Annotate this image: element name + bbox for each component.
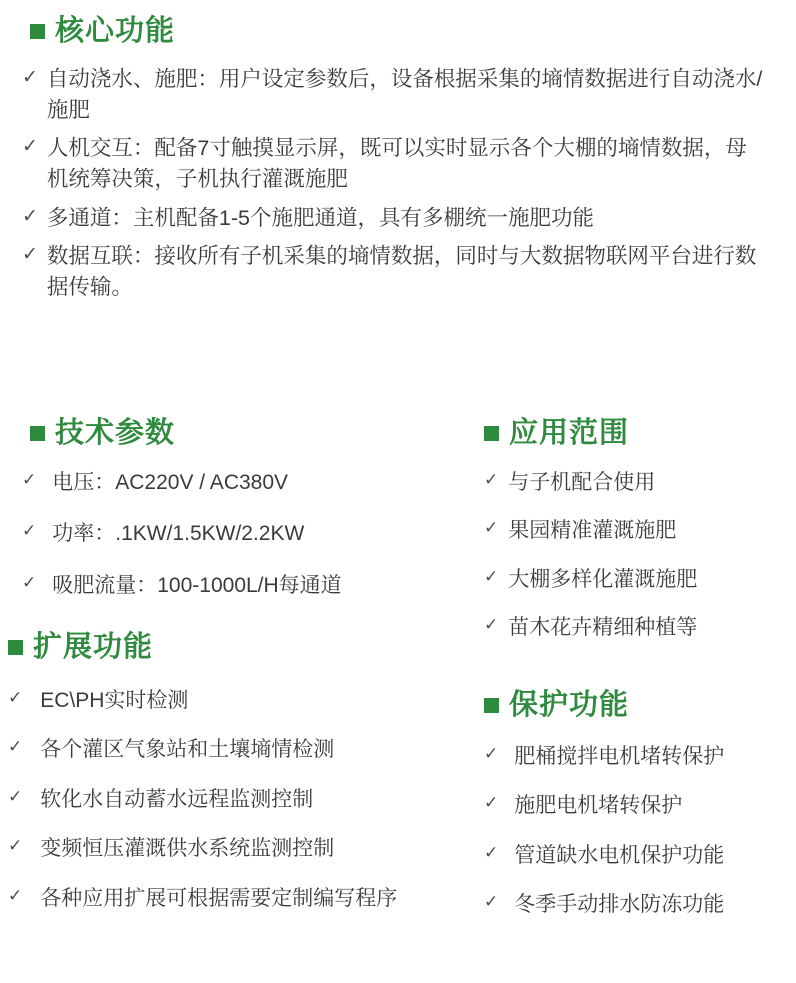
square-bullet-icon: [30, 426, 45, 441]
list-item: [22, 241, 774, 303]
check-icon: ✓: [22, 205, 38, 227]
list-item-label: 施肥电机堵转保护: [514, 794, 683, 818]
list-item: [484, 890, 796, 920]
list-item: [484, 791, 796, 821]
list-item: [484, 468, 784, 498]
list-item: [484, 613, 784, 643]
list-item-label: 苗木花卉精细种植等: [508, 616, 698, 640]
list-item: [22, 64, 774, 126]
check-icon: ✓: [22, 243, 38, 265]
protect-feature-list: [484, 742, 796, 921]
list-item-label: 大棚多样化灌溉施肥: [508, 567, 698, 591]
section-title-text: 应用范围: [509, 417, 630, 449]
square-bullet-icon: [30, 24, 45, 39]
list-item-label: 肥桶搅拌电机堵转保护: [514, 744, 725, 768]
list-item: [484, 841, 796, 871]
section-heading-protect: [484, 690, 796, 722]
check-icon: ✓: [22, 136, 38, 158]
list-item: [8, 785, 478, 815]
list-item-label: 冬季手动排水防冻功能: [514, 893, 725, 917]
list-item-label: 变频恒压灌溉供水系统监测控制: [40, 837, 335, 861]
section-title-text: 保护功能: [509, 689, 630, 721]
section-extended-functions: [8, 632, 478, 933]
check-icon: ✓: [8, 786, 23, 806]
section-heading-tech: [30, 418, 472, 450]
extend-feature-list: [8, 686, 478, 914]
list-item: [22, 133, 774, 195]
section-application-scope: [484, 418, 784, 662]
tech-feature-list: [22, 468, 472, 601]
check-icon: ✓: [484, 793, 499, 813]
check-icon: ✓: [484, 518, 499, 538]
check-icon: ✓: [8, 885, 23, 905]
list-item-label: 软化水自动蓄水远程监测控制: [40, 787, 314, 811]
list-item: [22, 571, 472, 601]
list-item: [484, 742, 796, 772]
list-item-label: 管道缺水电机保护功能: [514, 843, 725, 867]
check-icon: ✓: [22, 521, 37, 541]
list-item-label: 果园精准灌溉施肥: [508, 519, 677, 543]
section-heading-apply: [484, 418, 784, 450]
check-icon: ✓: [484, 743, 499, 763]
list-item: [484, 516, 784, 546]
check-icon: ✓: [484, 615, 499, 635]
list-item-label: EC\PH实时检测: [40, 688, 189, 712]
check-icon: ✓: [484, 469, 499, 489]
section-technical-parameters: [22, 418, 472, 622]
core-feature-list: [22, 64, 774, 303]
list-item: [22, 203, 774, 234]
square-bullet-icon: [484, 426, 499, 441]
section-heading-core: [30, 16, 774, 48]
list-item-label: 数据互联：接收所有子机采集的墒情数据，同时与大数据物联网平台进行数据传输。: [46, 243, 757, 299]
list-item-label: 各个灌区气象站和土壤墒情检测: [40, 738, 335, 762]
list-item: [8, 686, 478, 716]
list-item-label: 电压：AC220V / AC380V: [52, 470, 289, 494]
list-item-label: 吸肥流量：100-1000L/H每通道: [52, 573, 342, 597]
section-title-text: 核心功能: [55, 15, 176, 47]
list-item-label: 人机交互：配备7寸触摸显示屏，既可以实时显示各个大棚的墒情数据，母机统筹决策，子机执行灌溉施肥: [46, 136, 747, 192]
list-item-label: 与子机配合使用: [508, 470, 656, 494]
section-core-functions: [22, 16, 774, 310]
list-item-label: 功率：.1KW/1.5KW/2.2KW: [52, 522, 305, 546]
check-icon: ✓: [8, 737, 23, 757]
list-item-label: 各种应用扩展可根据需要定制编写程序: [40, 886, 398, 910]
square-bullet-icon: [8, 640, 23, 655]
list-item: [22, 519, 472, 549]
section-title-text: 技术参数: [55, 417, 176, 449]
list-item: [8, 884, 478, 914]
section-title-text: 扩展功能: [33, 631, 154, 663]
section-protection-functions: [484, 690, 796, 940]
check-icon: ✓: [8, 687, 23, 707]
check-icon: ✓: [484, 842, 499, 862]
check-icon: ✓: [8, 836, 23, 856]
list-item-label: 多通道：主机配备1-5个施肥通道，具有多棚统一施肥功能: [46, 205, 594, 230]
list-item: [484, 565, 784, 595]
list-item-label: 自动浇水、施肥：用户设定参数后，设备根据采集的墒情数据进行自动浇水/施肥: [46, 66, 763, 123]
check-icon: ✓: [484, 566, 499, 586]
apply-feature-list: [484, 468, 784, 644]
list-item: [8, 735, 478, 765]
check-icon: ✓: [22, 572, 37, 592]
check-icon: ✓: [22, 66, 38, 88]
section-heading-extend: [8, 632, 478, 664]
list-item: [8, 834, 478, 864]
square-bullet-icon: [484, 698, 499, 713]
check-icon: ✓: [22, 469, 37, 489]
check-icon: ✓: [484, 892, 499, 912]
list-item: [22, 468, 472, 498]
